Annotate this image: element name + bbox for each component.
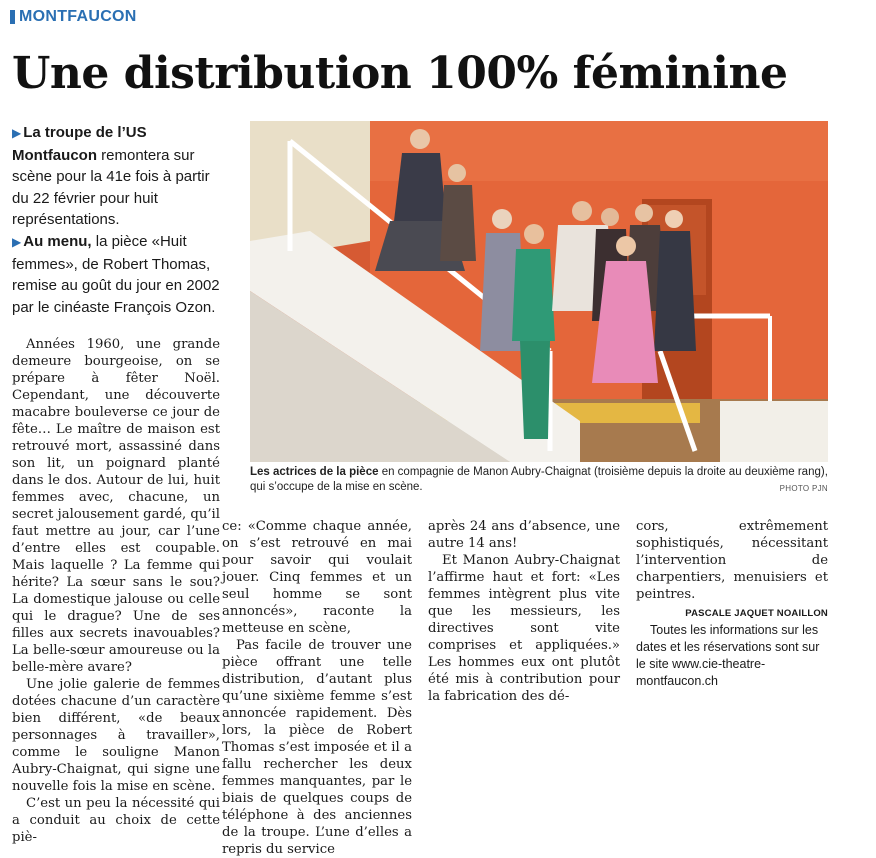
info-note: Toutes les informations sur les dates et les réservations sont sur le site www.cie-theatre-montfaucon.ch (636, 623, 820, 688)
article-paragraph: Pas facile de trouver une pièce offrant une telle distribution, d’autant plus qu’une sixième femme s’est annoncée rapidement. Dès lors, la pièce de Robert Thomas s’est imposée et il a fallu rechercher les deux femmes manquantes, par le biais de quelques coups de téléphone à des anciennes de la troupe. L’une d’elles a repris du service (222, 638, 412, 857)
lead-1-bold: La troupe de l’US Montfaucon (12, 124, 147, 164)
photo-credit: PHOTO PJN (779, 484, 828, 493)
article-paragraph: après 24 ans d’absence, une autre 14 ans! (428, 519, 620, 551)
article-paragraph: ce: «Comme chaque année, on s’est retrouvé en mai pour savoir qui voulait jouer. Cinq femmes et un seul homme se sont annoncés», raconte la metteuse en scène, (222, 519, 412, 636)
article-paragraph: Une jolie galerie de femmes dotées chacune d’un caractère bien différent, «de beaux personnages à travailler», comme le souligne Manon Aubry-Chaignat, qui signe une nouvelle fois la mise en scène. (12, 677, 220, 794)
lead-1-text: remontera sur scène pour la 41e fois à partir du 22 février pour huit représentations. (12, 146, 210, 229)
article-paragraph: Années 1960, une grande demeure bourgeoise, on se prépare à fêter Noël. Cependant, une découverte macabre bouleverse ce jour de fête… Le maître de maison est retrouvé mort, assassiné dans son lit, un poignard planté dans le dos. Autour de lui, huit femmes avec, chacune, un secret jalousement gardé, qu’il faut mettre au jour, car l’une d’entre elles est coupable. Mais laquelle ? La femme qui hérite? La sœur sans le sou? La domestique jalouse ou celle qui le drague? Une de ses filles aux secrets inavouables? La belle-sœur amoureuse ou la belle-mère avare? (12, 337, 220, 675)
stage-photo-illustration (250, 121, 828, 462)
article-column-2 (222, 518, 412, 858)
article-paragraph: C’est un peu la nécessité qui a conduit au choix de cette piè- (12, 796, 220, 845)
caption-bold: Les actrices de la pièce (250, 466, 379, 478)
lead-paragraph-2 (12, 231, 220, 318)
author-signature: PASCALE JAQUET NOAILLON (685, 608, 828, 619)
stage-photo (250, 121, 828, 462)
kicker-bar-icon (10, 10, 15, 24)
headline: Une distribution 100% féminine (12, 48, 788, 99)
lead-2-bold: Au menu, (23, 232, 92, 250)
lead-2-text: la pièce «Huit femmes», de Robert Thomas, remise au goût du jour en 2002 par le cinéaste François Ozon. (12, 232, 220, 316)
triangle-bullet-icon: ▶ (12, 126, 22, 140)
article-paragraph: Et Manon Aubry-Chaignat l’affirme haut et fort: «Les femmes intègrent plus vite que les messieurs, les directives sont vite comprises et appliquées.» Les hommes eux ont plutôt été mis à contribution pour la fabrication des dé- (428, 553, 620, 704)
section-kicker (10, 8, 137, 26)
triangle-bullet-icon: ▶ (12, 234, 22, 249)
lead-paragraph-1 (12, 122, 220, 231)
kicker-label: MONTFAUCON (19, 8, 137, 25)
article-column-1 (12, 336, 220, 846)
photo-caption (250, 465, 828, 495)
article-paragraph: cors, extrêmement sophistiqués, nécessitant l’intervention de charpentiers, menuisiers et peintres. (636, 519, 828, 602)
caption-text: en compagnie de Manon Aubry-Chaignat (troisième depuis la droite au deuxième rang), qui s’occupe de la mise en scène. (250, 466, 828, 493)
article-column-3 (428, 518, 620, 705)
article-column-4 (636, 518, 828, 690)
lead-block (12, 122, 220, 318)
